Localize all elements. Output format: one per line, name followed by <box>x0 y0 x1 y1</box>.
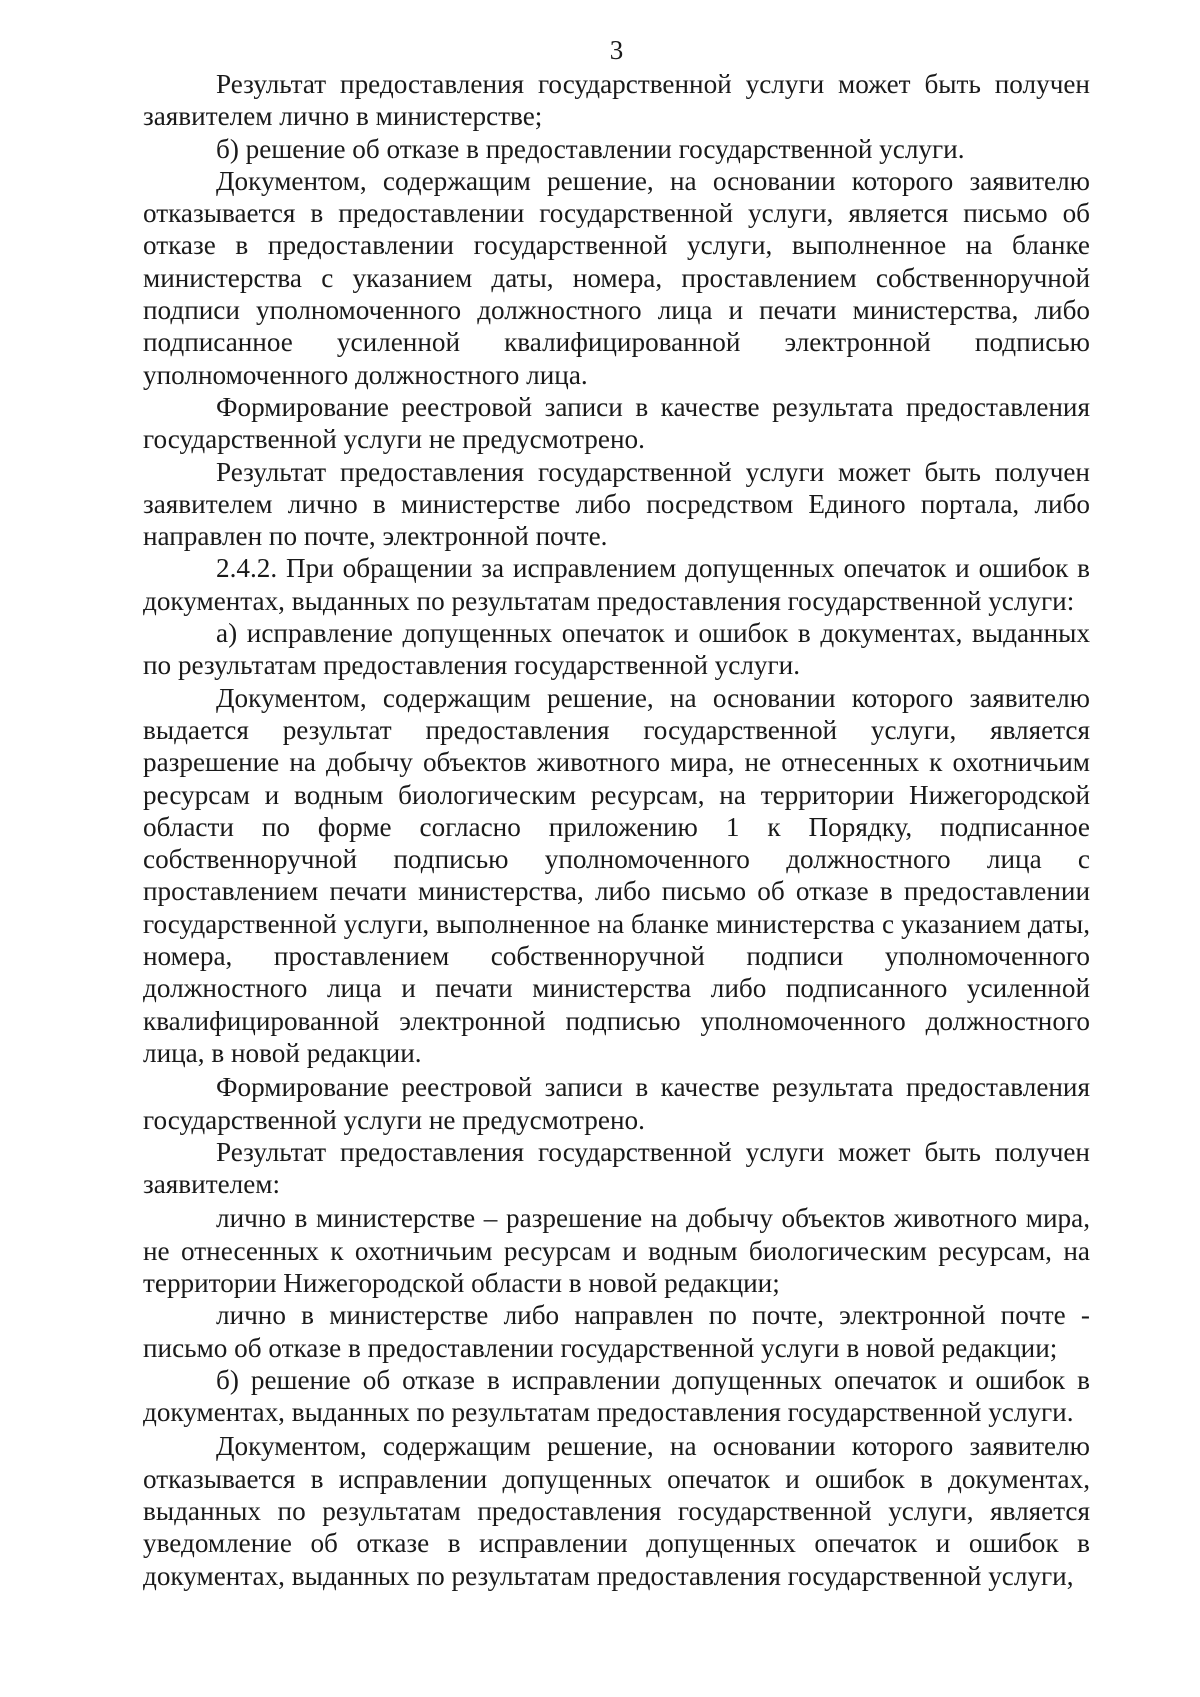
paragraph-registry-record: Формирование реестровой записи в качестве результата предоставления государственной услуги не предусмотрено. <box>143 391 1090 455</box>
paragraph-refusal-decision: б) решение об отказе в предоставлении государственной услуги. <box>216 133 965 164</box>
paragraph-in-person-permit: лично в министерстве – разрешение на добычу объектов животного мира, не отнесенных к охотничьим ресурсам и водным биологическим ресурсам, на территории Нижегородской области в новой редакции; <box>143 1203 1090 1298</box>
paragraph-in-person-or-mail: лично в министерстве либо направлен по почте, электронной почте - письмо об отказе в предоставлении государственной услуги в новой редакции; <box>143 1300 1090 1363</box>
paragraph-registry-record-2: Формирование реестровой записи в качестве результата предоставления государственной услуги не предусмотрено. <box>143 1072 1090 1135</box>
paragraph-section-2-4-2: 2.4.2. При обращении за исправлением допущенных опечаток и ошибок в документах, выданных по результатам предоставления государственной услуги: <box>143 553 1090 616</box>
paragraph-correction-a: а) исправление допущенных опечаток и ошибок в документах, выданных по результатам предоставления государственной услуги. <box>143 618 1090 681</box>
paragraph-correction-refusal-b: б) решение об отказе в исправлении допущенных опечаток и ошибок в документах, выданных по результатам предоставления государственной услуги. <box>143 1364 1090 1428</box>
paragraph-result-obtained: Результат предоставления государственной услуги может быть получен заявителем: <box>143 1136 1090 1200</box>
paragraph-permit-document: Документом, содержащим решение, на основании которого заявителю выдается результат предоставления государственной услуги, является разрешение на добычу объектов животного мира, не отнесенных к охотничьим ресурсам и водным биологическим ресурсам, на территории Нижегородской области по форме согласно приложению 1 к Порядку, подписанное собственноручной подписью уполномоченного должностного лица с проставлением печати министерства, либо письмо об отказе в предоставлении государственной услуги, выполненное на бланке министерства с указанием даты, номера, проставлением собственноручной подписи уполномоченного должностного лица и печати министерства либо подписанного усиленной квалифицированной электронной подписью уполномоченного должностного лица, в новой редакции. <box>143 682 1090 1068</box>
paragraph-correction-refusal-document: Документом, содержащим решение, на основании которого заявителю отказывается в исправлении допущенных опечаток и ошибок в документах, выданных по результатам предоставления государственной услуги, является уведомление об отказе в исправлении допущенных опечаток и ошибок в документах, выданных по результатам предоставления государственной услуги, <box>143 1431 1090 1591</box>
document-body <box>143 68 1090 1592</box>
page-number: 3 <box>609 35 624 65</box>
paragraph-result-in-ministry: Результат предоставления государственной услуги может быть получен заявителем лично в министерстве; <box>143 69 1090 132</box>
paragraph-result-delivery: Результат предоставления государственной услуги может быть получен заявителем лично в министерстве либо посредством Единого портала, либо направлен по почте, электронной почте. <box>143 456 1090 552</box>
paragraph-refusal-document: Документом, содержащим решение, на основании которого заявителю отказывается в предоставлении государственной услуги, является письмо об отказе в предоставлении государственной услуги, выполненное на бланке министерства с указанием даты, номера, проставлением собственноручной подписи уполномоченного должностного лица и печати министерства, либо подписанное усиленной квалифицированной электронной подписью уполномоченного должностного лица. <box>143 165 1090 390</box>
